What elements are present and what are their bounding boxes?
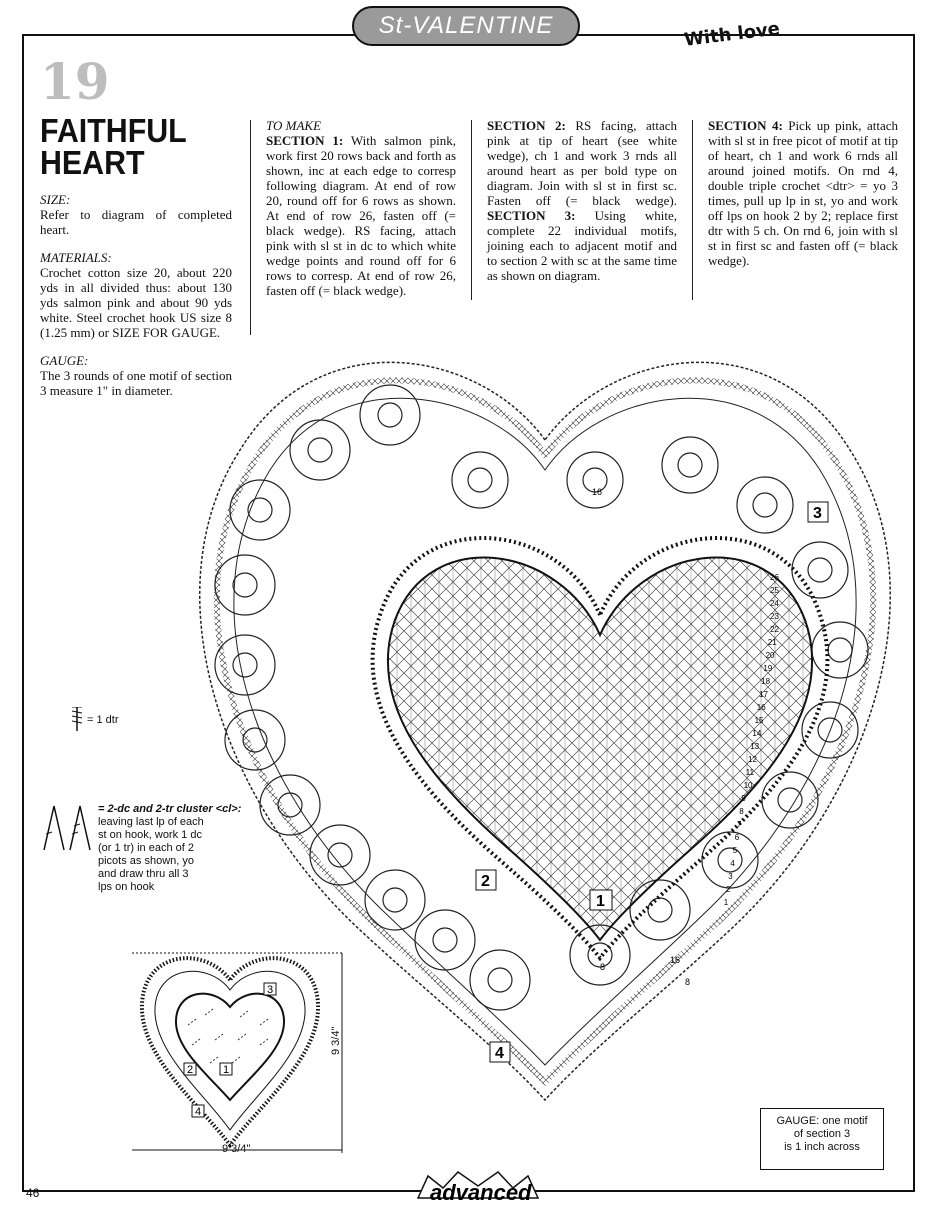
section4-column (708, 118, 898, 268)
section4-heading: SECTION 4: (708, 118, 783, 133)
gauge-label: GAUGE: (40, 353, 89, 368)
section1-heading: SECTION 1: (266, 133, 344, 148)
row-number: 21 (767, 638, 777, 647)
row-number: 10 (743, 781, 753, 790)
section-banner (352, 6, 580, 46)
gauge-note-box (760, 1108, 884, 1170)
row-number: 14 (752, 729, 762, 738)
section2-text: RS facing, attach pink at tip of heart (see white wedge), ch 1 and work 3 rnds all around heart as per bold type on diagram. Join with sl st in first sc. Fasten off (= black wedge). (487, 118, 677, 208)
logo-text: advanced (430, 1180, 532, 1205)
row-number: 23 (770, 612, 779, 621)
row-number: 17 (759, 690, 768, 699)
advanced-logo (408, 1168, 548, 1208)
width-dimension: 9 3/4" (222, 1143, 251, 1155)
row-number: 22 (770, 625, 779, 634)
small-label-2: 2 (187, 1064, 194, 1076)
gauge-line: of section 3 (793, 1128, 851, 1140)
pattern-number: 19 (40, 52, 110, 111)
section3-text: Using white, complete 22 individual motifs, joining each to adjacent motif and to section 2 with sc at the same time as shown on diagram. (487, 208, 677, 283)
motif-number: 8 (600, 962, 606, 972)
motif-number: 8 (685, 977, 691, 987)
row-number: 16 (756, 703, 766, 712)
section-label-1: 1 (596, 893, 605, 910)
section2-3-column (487, 118, 677, 283)
section4-text: Pick up pink, attach with sl st in free picot of motif at tip of heart, ch 1 and work 6 rnds all around joined motifs. On rnd 4, double triple crochet <dtr> = yo 3 times, pull up lp in st, yo and work off lps on hook 2 by 2; replace first dtr with 5 ch. On rnd 6, join with sl st in first sc and fasten off (= black wedge). (708, 118, 899, 268)
cluster-text: (or 1 tr) in each of 2 (98, 842, 194, 854)
motif-number: 16 (592, 487, 603, 497)
materials-label: MATERIALS: (40, 250, 112, 265)
height-dimension: 9 3/4" (330, 1026, 342, 1055)
section1-column (266, 118, 456, 298)
row-number: 6 (734, 833, 740, 842)
section-label-2: 2 (481, 873, 490, 890)
section-label-4: 4 (495, 1045, 504, 1062)
row-number: 11 (745, 768, 755, 777)
section2-heading: SECTION 2: (487, 118, 566, 133)
gauge-line: GAUGE: one motif (776, 1115, 868, 1127)
small-label-4: 4 (195, 1106, 202, 1118)
gauge-text: The 3 rounds of one motif of section 3 measure 1" in diameter. (40, 368, 232, 398)
to-make-label: TO MAKE (266, 118, 322, 133)
cluster-text: st on hook, work 1 dc (98, 829, 202, 841)
small-label-3: 3 (267, 984, 274, 996)
cluster-text: leaving last lp of each (98, 816, 204, 828)
row-number: 25 (770, 586, 779, 595)
row-number: 7 (737, 820, 742, 829)
cluster-symbol-icon (42, 804, 94, 852)
row-number: 4 (730, 859, 735, 868)
row-number: 8 (739, 807, 744, 816)
size-text: Refer to diagram of completed heart. (40, 207, 232, 237)
legend-cluster (98, 803, 248, 894)
column-divider (692, 120, 693, 300)
section3-heading: SECTION 3: (487, 208, 576, 223)
completed-heart-diagram (120, 945, 360, 1175)
row-number: 26 (770, 573, 779, 582)
column-divider (250, 120, 251, 335)
pattern-title (40, 112, 187, 181)
title-line-1: FAITHFUL (40, 112, 187, 149)
tagline: With love (683, 18, 782, 51)
row-number: 5 (732, 846, 738, 855)
materials-text: Crochet cotton size 20, about 220 yds in all divided thus: about 130 yds salmon pink and about 90 yds white. Steel crochet hook US size 8 (1.25 mm) or SIZE FOR GAUGE. (40, 265, 232, 340)
row-number: 19 (763, 664, 773, 673)
small-label-1: 1 (223, 1064, 230, 1076)
column-divider (471, 120, 472, 300)
row-number: 18 (761, 677, 771, 686)
row-number: 20 (765, 651, 775, 660)
row-number: 1 (723, 898, 729, 907)
size-label: SIZE: (40, 192, 71, 207)
row-number: 2 (726, 885, 731, 894)
motif-number: 16 (670, 955, 681, 965)
banner-title: St-VALENTINE (378, 12, 554, 39)
row-number: 3 (728, 872, 733, 881)
page-number: 46 (26, 1186, 40, 1200)
row-number: 24 (770, 599, 779, 608)
legend-dtr: = 1 dtr (87, 714, 119, 726)
gauge-line: is 1 inch across (784, 1141, 860, 1153)
cluster-text: picots as shown, yo (98, 855, 194, 867)
cluster-heading: = 2-dc and 2-tr cluster <cl>: (98, 803, 242, 815)
cluster-text: lps on hook (98, 881, 155, 893)
row-number: 15 (754, 716, 764, 725)
dtr-symbol-icon (70, 707, 84, 731)
row-number: 12 (748, 755, 757, 764)
section1-text: With salmon pink, work first 20 rows back and forth as shown, inc at each edge to corresp following diagram. At end of row 20, round off for 6 rows as shown. At end of row 26, fasten off (= black wedge). RS facing, attach pink with sl st in dc to which white wedge points and round off for 6 rows to corresp. At end of row 26, fasten off (= black wedge). (266, 133, 457, 298)
section-label-3: 3 (813, 505, 822, 522)
cluster-text: and draw thru all 3 (98, 868, 189, 880)
row-number: 9 (741, 794, 746, 803)
title-line-2: HEART (40, 144, 145, 181)
row-number: 13 (750, 742, 760, 751)
